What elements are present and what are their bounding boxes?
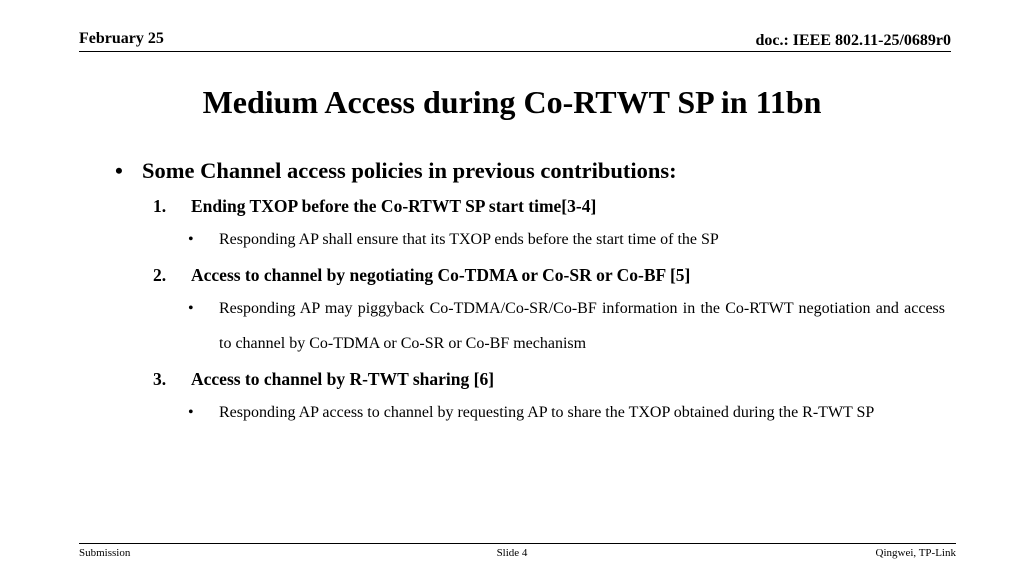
slide-title: Medium Access during Co-RTWT SP in 11bn xyxy=(202,84,822,120)
item-heading: Access to channel by negotiating Co-TDMA or Co-SR or Co-BF [5] xyxy=(191,265,691,285)
bullet-dot: • xyxy=(188,404,194,421)
item-heading: Ending TXOP before the Co-RTWT SP start time[3-4] xyxy=(191,196,597,216)
item-detail-text: Responding AP shall ensure that its TXOP ends before the start time of the SP xyxy=(219,231,719,248)
item-heading: Access to channel by R-TWT sharing [6] xyxy=(191,369,495,389)
list-item xyxy=(115,369,945,390)
bullet-dot: • xyxy=(188,231,194,248)
bullet-dot: • xyxy=(188,300,194,317)
item-detail xyxy=(115,222,945,257)
item-number: 1. xyxy=(153,196,167,216)
item-number: 3. xyxy=(153,369,167,389)
item-detail-text: Responding AP may piggyback Co-TDMA/Co-SR/Co-BF information in the Co-RTWT negotiation and access to channel by Co-TDMA or Co-SR or Co-BF mechanism xyxy=(219,300,945,352)
header-doc-id: doc.: IEEE 802.11-25/0689r0 xyxy=(755,32,951,49)
footer-author: Qingwei, TP-Link xyxy=(875,547,956,559)
footer-slide-number: Slide 4 xyxy=(496,547,528,559)
list-item xyxy=(115,196,945,217)
footer-submission: Submission xyxy=(79,547,131,559)
footer-divider xyxy=(79,543,956,544)
slide-content xyxy=(115,158,945,438)
item-number: 2. xyxy=(153,265,167,285)
item-detail xyxy=(115,395,945,430)
main-bullet-text: Some Channel access policies in previous contributions: xyxy=(142,158,677,183)
bullet-dot: • xyxy=(115,158,123,183)
item-detail-text: Responding AP access to channel by requesting AP to share the TXOP obtained during the R-TWT SP xyxy=(219,404,875,421)
item-detail xyxy=(115,291,945,361)
list-item xyxy=(115,265,945,286)
main-bullet xyxy=(115,158,945,184)
header-date: February 25 xyxy=(79,30,164,47)
header-divider xyxy=(79,51,951,52)
